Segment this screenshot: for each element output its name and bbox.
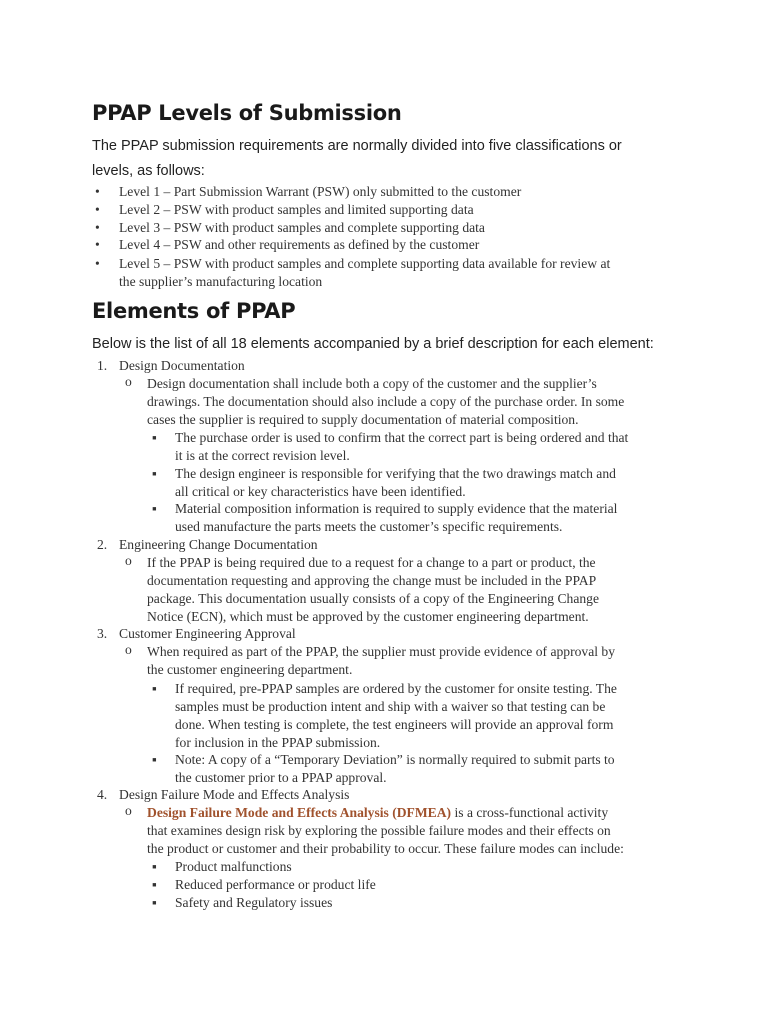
element-number: 4. (97, 787, 108, 802)
section-title-ppap-levels: PPAP Levels of Submission (92, 101, 402, 125)
circle-marker: o (125, 374, 132, 389)
element-number: 2. (97, 537, 108, 552)
bullet-marker: • (95, 256, 100, 271)
square-marker: ▪ (152, 859, 157, 874)
element-number: 1. (97, 358, 108, 373)
section-title-elements: Elements of PPAP (92, 299, 296, 323)
bullet-marker: • (95, 237, 100, 252)
bullet-marker: • (95, 184, 100, 199)
dfmea-term: Design Failure Mode and Effects Analysis (DFMEA) (147, 805, 452, 820)
circle-marker: o (125, 553, 132, 568)
circle-marker: o (125, 803, 132, 818)
square-marker: ▪ (152, 877, 157, 892)
bullet-marker: • (95, 220, 100, 235)
levels-intro-line2: levels, as follows: (92, 163, 205, 179)
square-marker: ▪ (152, 430, 157, 445)
element-title: Design Documentation (119, 358, 245, 373)
levels-intro-line1: The PPAP submission requirements are normally divided into five classifications or (92, 138, 622, 154)
circle-marker: o (125, 642, 132, 657)
square-marker: ▪ (152, 752, 157, 767)
bullet-marker: • (95, 202, 100, 217)
element-title: Design Failure Mode and Effects Analysis (119, 787, 350, 802)
square-marker: ▪ (152, 501, 157, 516)
square-marker: ▪ (152, 466, 157, 481)
square-marker: ▪ (152, 895, 157, 910)
element-title: Customer Engineering Approval (119, 626, 296, 641)
square-marker: ▪ (152, 681, 157, 696)
element-title: Engineering Change Documentation (119, 537, 318, 552)
elements-intro: Below is the list of all 18 elements accompanied by a brief description for each element: (92, 336, 654, 352)
element-number: 3. (97, 626, 108, 641)
